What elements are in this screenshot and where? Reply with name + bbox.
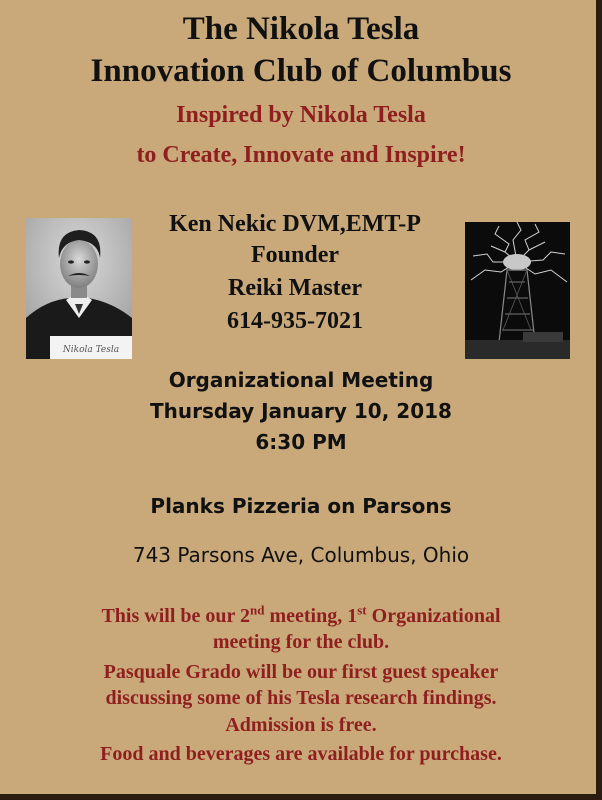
note-meeting-number [0, 604, 602, 628]
tesla-tower-image [465, 222, 570, 359]
note-line1-part-a: This will be our 2 [101, 605, 251, 627]
tesla-portrait-image [26, 218, 132, 359]
note-line1-sup-b: st [357, 602, 367, 618]
meeting-address: 743 Parsons Ave, Columbus, Ohio [132, 543, 470, 567]
founder-role: Founder [250, 242, 339, 268]
title-line-2: Innovation Club of Columbus [90, 53, 512, 89]
note-line-2: meeting for the club. [212, 631, 390, 653]
founder-name: Ken Nekic DVM,EMT-P [169, 211, 421, 237]
svg-text:Nikola Tesla: Nikola Tesla [62, 345, 120, 355]
tagline-line-1: Inspired by Nikola Tesla [176, 102, 426, 128]
note-line1-part-b: meeting, 1 [264, 605, 358, 627]
meeting-time: 6:30 PM [255, 430, 347, 454]
note-topic: discussing some of his Tesla research findings. [105, 687, 497, 709]
founder-phone: 614-935-7021 [227, 308, 363, 334]
note-guest-speaker: Pasquale Grado will be our first guest speaker [103, 661, 499, 683]
note-food: Food and beverages are available for purchase. [100, 743, 502, 765]
note-line1-sup-a: nd [250, 602, 265, 618]
tagline-line-2: to Create, Innovate and Inspire! [136, 142, 466, 168]
founder-title: Reiki Master [228, 275, 362, 301]
note-line1-part-c: Organizational [366, 605, 501, 627]
meeting-date: Thursday January 10, 2018 [150, 399, 452, 423]
meeting-venue: Planks Pizzeria on Parsons [150, 494, 452, 518]
title-line-1: The Nikola Tesla [182, 11, 420, 47]
meeting-label: Organizational Meeting [168, 368, 434, 392]
note-admission: Admission is free. [225, 714, 377, 736]
